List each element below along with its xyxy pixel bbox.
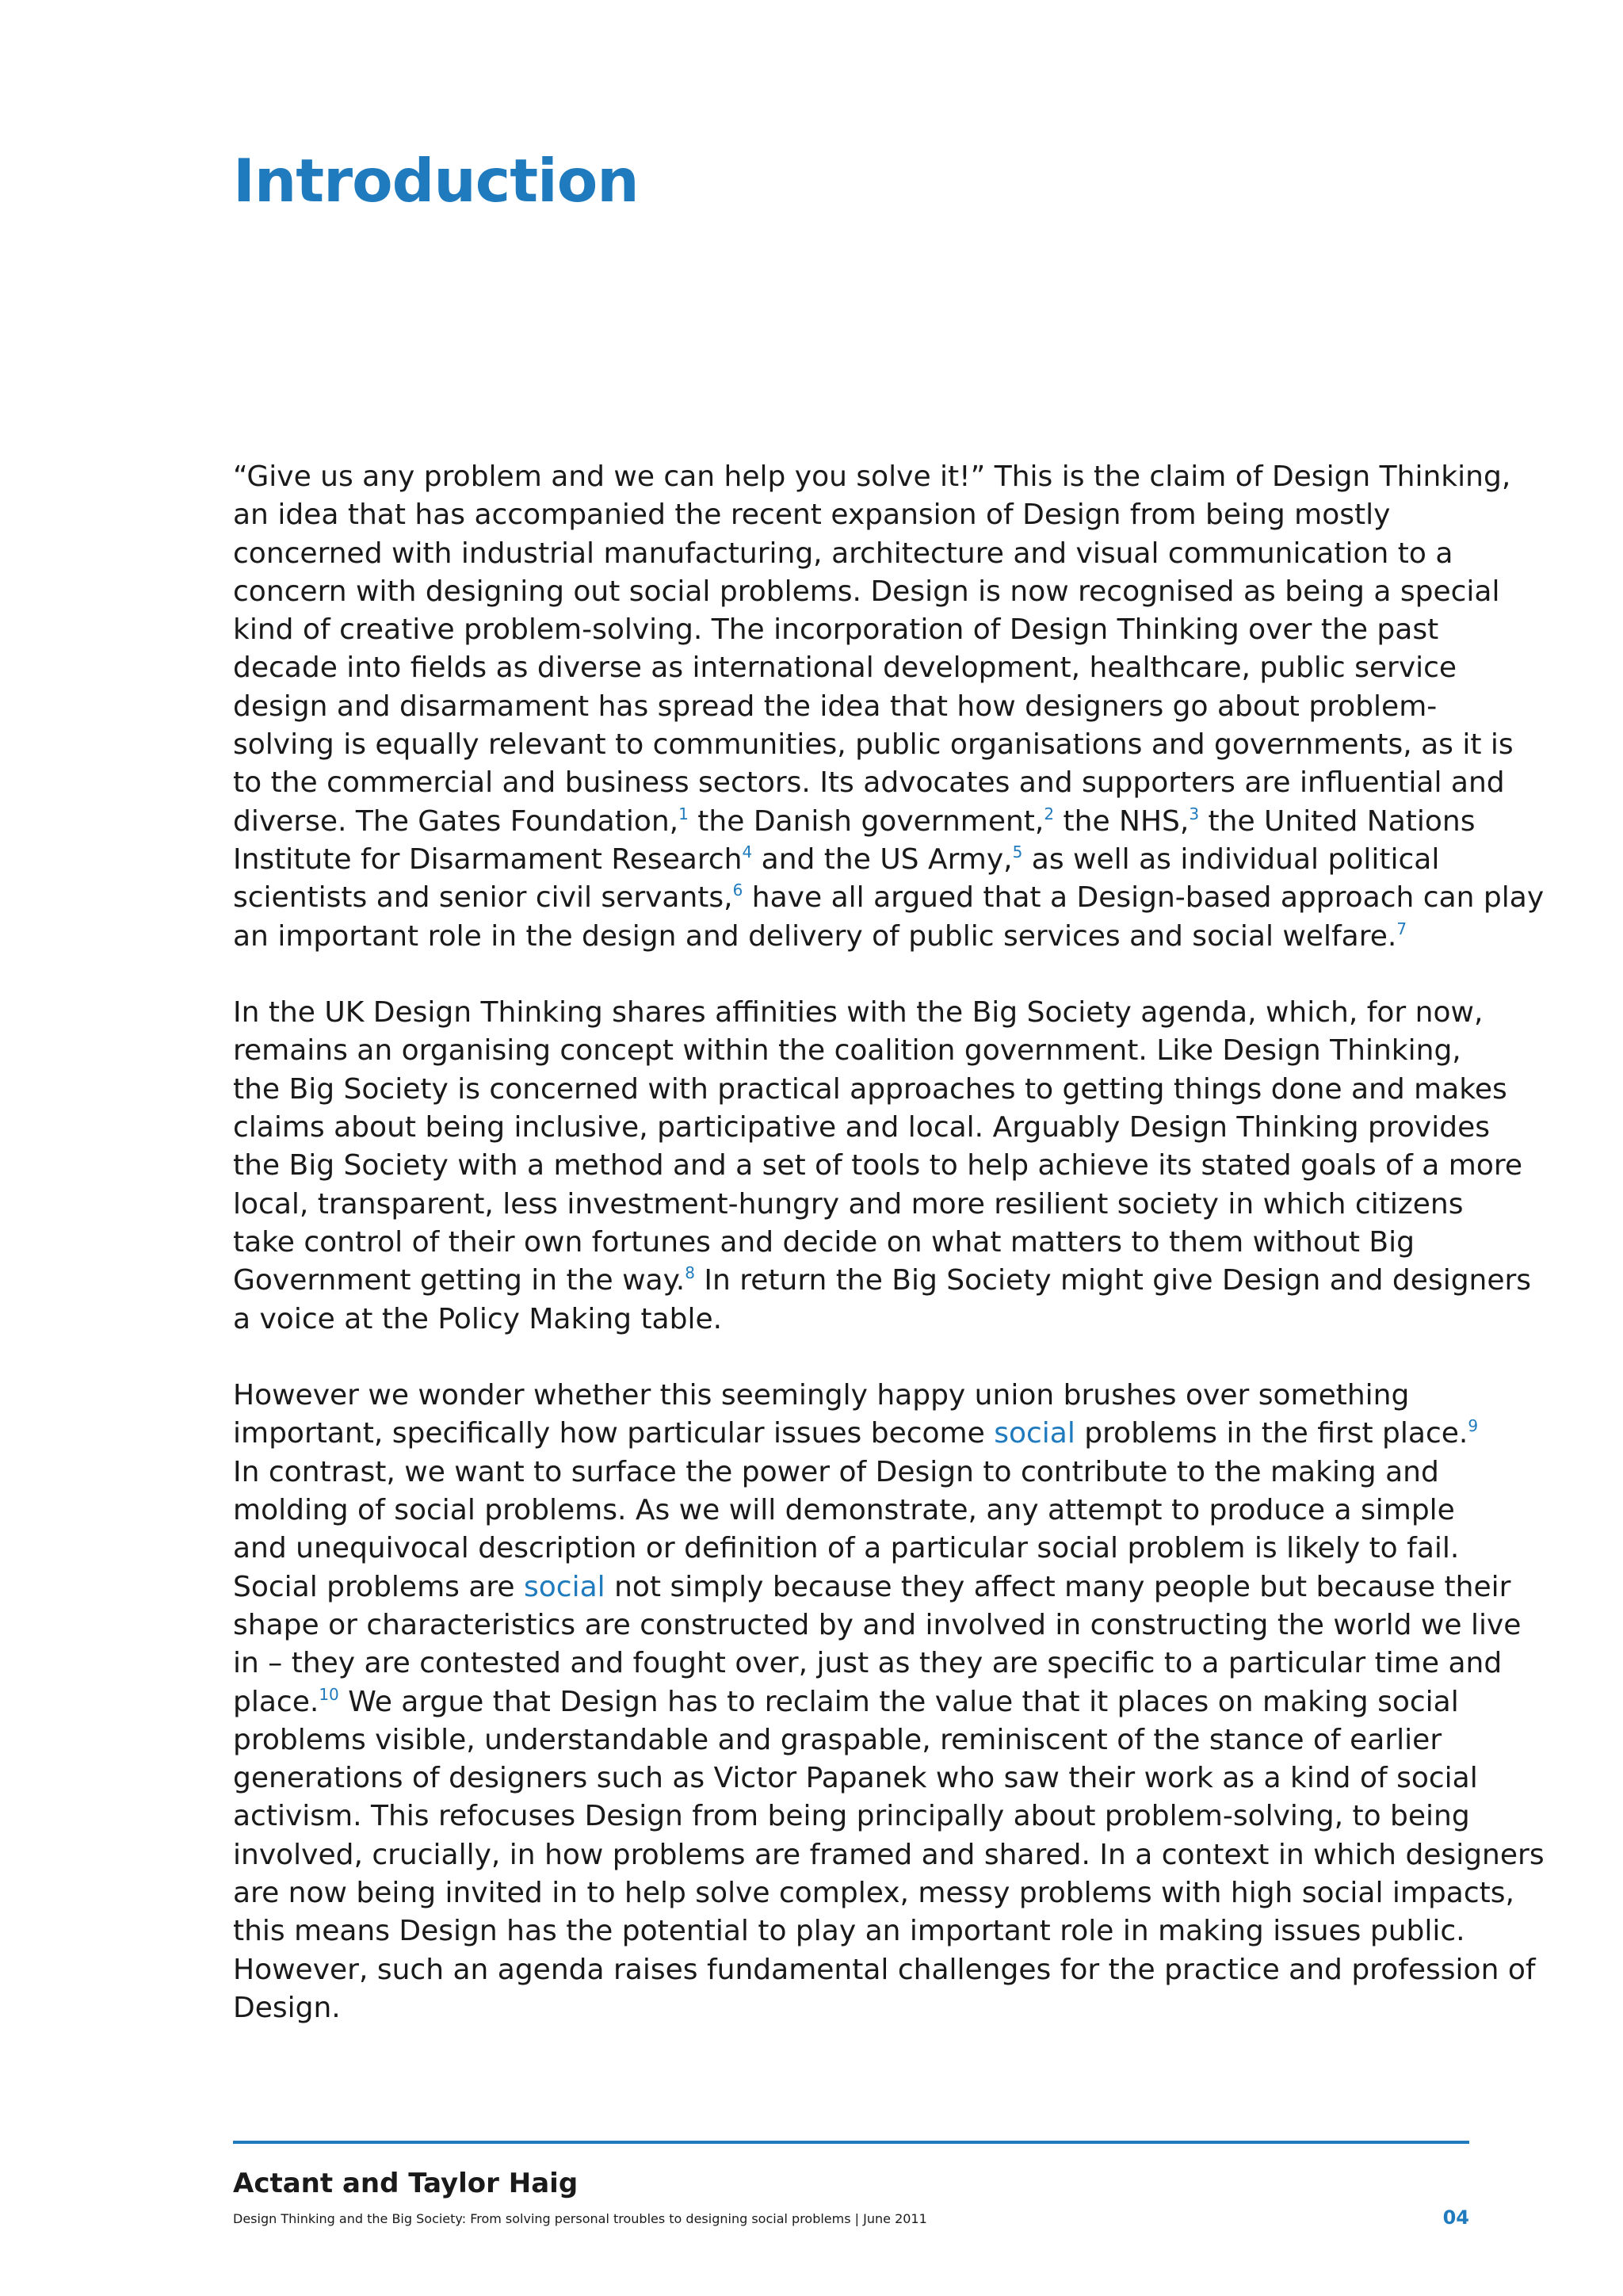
text-segment: have all argued that a Design-based approach can play bbox=[743, 881, 1545, 915]
emphasis-social: social bbox=[524, 1570, 605, 1603]
footnote-ref-1[interactable]: 1 bbox=[678, 804, 689, 823]
text-line bbox=[233, 918, 1501, 956]
page-number: 04 bbox=[1442, 2206, 1469, 2229]
footnote-ref-10[interactable]: 10 bbox=[319, 1684, 339, 1704]
text-segment: Social problems are bbox=[233, 1570, 524, 1603]
text-line: However we wonder whether this seemingly happy union brushes over something bbox=[233, 1379, 1410, 1412]
text-line: remains an organising concept within the coalition government. Like Design Thinking, bbox=[233, 1034, 1461, 1068]
text-segment: In return the Big Society might give Design and designers bbox=[694, 1264, 1532, 1297]
text-line bbox=[233, 1683, 1501, 1721]
footer-subtitle: Design Thinking and the Big Society: From solving personal troubles to designing social problems | June 2011 bbox=[233, 2211, 927, 2226]
text-line: Design. bbox=[233, 1991, 341, 2024]
text-line bbox=[233, 1415, 1501, 1453]
text-segment: important, specifically how particular issues become bbox=[233, 1417, 995, 1450]
text-segment: and the US Army, bbox=[752, 842, 1013, 876]
footnote-ref-6[interactable]: 6 bbox=[732, 881, 743, 900]
text-segment: an important role in the design and delivery of public services and social welfare. bbox=[233, 919, 1397, 953]
text-line: concern with designing out social problems. Design is now recognised as being a special bbox=[233, 575, 1500, 608]
emphasis-social: social bbox=[994, 1417, 1075, 1450]
text-line: molding of social problems. As we will demonstrate, any attempt to produce a simple bbox=[233, 1494, 1455, 1527]
paragraph-1 bbox=[233, 458, 1545, 956]
text-segment: problems in the first place. bbox=[1075, 1417, 1468, 1450]
text-line: a voice at the Policy Making table. bbox=[233, 1302, 723, 1335]
footer-divider bbox=[233, 2141, 1469, 2144]
text-segment: place. bbox=[233, 1685, 319, 1718]
paragraph-3 bbox=[233, 1377, 1545, 2027]
text-line: design and disarmament has spread the idea that how designers go about problem- bbox=[233, 690, 1438, 723]
text-line: problems visible, understandable and graspable, reminiscent of the stance of earlier bbox=[233, 1723, 1442, 1756]
text-line: the Big Society is concerned with practical approaches to getting things done and makes bbox=[233, 1072, 1507, 1106]
text-line: In contrast, we want to surface the power of Design to contribute to the making and bbox=[233, 1455, 1439, 1488]
text-segment: Government getting in the way. bbox=[233, 1264, 685, 1297]
text-segment: the Danish government, bbox=[688, 804, 1044, 838]
text-line: However, such an agenda raises fundamental challenges for the practice and profession of bbox=[233, 1953, 1536, 1986]
text-segment: the NHS, bbox=[1054, 804, 1190, 838]
text-segment: not simply because they affect many people but because their bbox=[605, 1570, 1511, 1603]
text-line: kind of creative problem-solving. The incorporation of Design Thinking over the past bbox=[233, 613, 1439, 647]
footnote-ref-5[interactable]: 5 bbox=[1012, 842, 1023, 861]
footnote-ref-4[interactable]: 4 bbox=[742, 842, 753, 861]
text-line: to the commercial and business sectors. Its advocates and supporters are influential and bbox=[233, 766, 1505, 800]
footnote-ref-9[interactable]: 9 bbox=[1468, 1416, 1479, 1436]
text-line: local, transparent, less investment-hungry and more resilient society in which citizens bbox=[233, 1187, 1464, 1221]
text-line: this means Design has the potential to play an important role in making issues public. bbox=[233, 1915, 1465, 1948]
text-line bbox=[233, 841, 1501, 879]
text-line: involved, crucially, in how problems are framed and shared. In a context in which designers bbox=[233, 1838, 1545, 1871]
text-line: are now being invited in to help solve complex, messy problems with high social impacts, bbox=[233, 1876, 1514, 1909]
text-line bbox=[233, 879, 1545, 917]
text-line: activism. This refocuses Design from being principally about problem-solving, to being bbox=[233, 1800, 1470, 1833]
text-line: the Big Society with a method and a set of tools to help achieve its stated goals of a more bbox=[233, 1149, 1523, 1182]
footnote-ref-8[interactable]: 8 bbox=[685, 1263, 695, 1283]
text-line: take control of their own fortunes and decide on what matters to them without Big bbox=[233, 1225, 1415, 1259]
footer-author: Actant and Taylor Haig bbox=[233, 2168, 579, 2199]
paragraph-2 bbox=[233, 994, 1532, 1339]
text-line: concerned with industrial manufacturing, architecture and visual communication to a bbox=[233, 537, 1453, 570]
footnote-ref-2[interactable]: 2 bbox=[1044, 804, 1055, 823]
text-line: In the UK Design Thinking shares affinities with the Big Society agenda, which, for now, bbox=[233, 996, 1484, 1030]
body-text bbox=[233, 458, 1545, 2065]
text-line: an idea that has accompanied the recent expansion of Design from being mostly bbox=[233, 499, 1391, 532]
text-line bbox=[233, 1568, 1511, 1606]
text-line bbox=[233, 803, 1501, 841]
footnote-ref-3[interactable]: 3 bbox=[1189, 804, 1200, 823]
text-line: claims about being inclusive, participative and local. Arguably Design Thinking provides bbox=[233, 1111, 1490, 1144]
footnote-ref-7[interactable]: 7 bbox=[1396, 919, 1407, 938]
text-segment: the United Nations bbox=[1199, 804, 1476, 838]
text-line: shape or characteristics are constructed by and involved in constructing the world we live bbox=[233, 1608, 1522, 1641]
text-line: decade into fields as diverse as international development, healthcare, public service bbox=[233, 651, 1457, 685]
text-segment: as well as individual political bbox=[1022, 842, 1440, 876]
text-segment: Institute for Disarmament Research bbox=[233, 842, 743, 876]
text-line: solving is equally relevant to communities, public organisations and governments, as it is bbox=[233, 728, 1514, 762]
text-line: in – they are contested and fought over, just as they are specific to a particular time and bbox=[233, 1647, 1503, 1680]
page-title: Introduction bbox=[233, 146, 639, 216]
text-line: and unequivocal description or definition of a particular social problem is likely to fail. bbox=[233, 1532, 1460, 1565]
text-line: generations of designers such as Victor Papanek who saw their work as a kind of social bbox=[233, 1762, 1478, 1795]
text-segment: scientists and senior civil servants, bbox=[233, 881, 733, 915]
text-line: “Give us any problem and we can help you solve it!” This is the claim of Design Thinking, bbox=[233, 460, 1511, 493]
text-line bbox=[233, 1262, 1532, 1300]
text-segment: We argue that Design has to reclaim the value that it places on making social bbox=[338, 1685, 1459, 1718]
text-segment: diverse. The Gates Foundation, bbox=[233, 804, 679, 838]
